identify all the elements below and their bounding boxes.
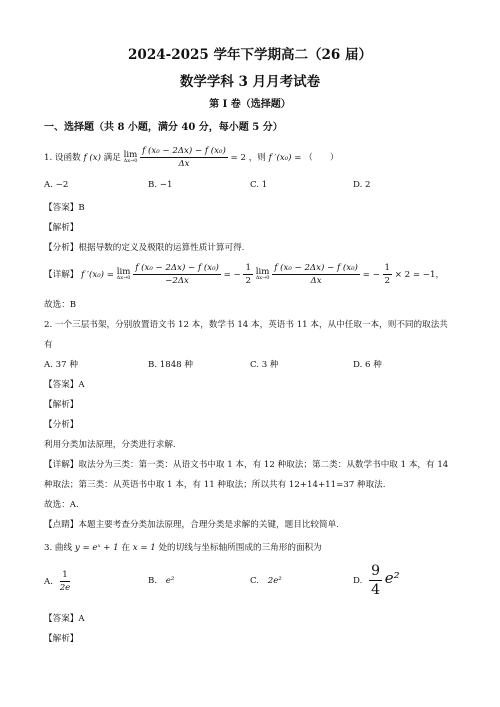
- q2-detail-line1: 【详解】取法分为三类：第一类：从语文书中取 1 本，有 12 种取法；第二类：从数学书中取 1 本，有 14: [44, 460, 449, 470]
- q1-conclusion: 故选：B: [44, 300, 77, 310]
- q1-jiexi: 【解析】: [44, 223, 79, 233]
- q2-analysis: 【分析】: [44, 420, 79, 430]
- q2-option-b: B. 1848 种: [148, 360, 193, 370]
- q2-answer: 【答案】A: [44, 380, 85, 390]
- q1-option-d: D. 2: [353, 180, 371, 190]
- q1-option-b: B. −1: [148, 180, 173, 190]
- section-heading: 一、选择题（共 8 小题，满分 40 分，每小题 5 分）: [44, 122, 283, 133]
- q2-option-d: D. 6 种: [353, 360, 382, 370]
- question-3-stem: 3. 曲线 y = eˣ + 1 在 x = 1 处的切线与坐标轴所围成的三角形的面积为: [44, 543, 322, 553]
- q2-detail-line2: 种取法；第三类：从英语书中取 1 本，有 11 种取法；所以共有 12+14+11=37 种取法.: [44, 480, 386, 490]
- limit-operator: lim Δx→0: [123, 149, 138, 165]
- q2-conclusion: 故选：A.: [44, 500, 79, 510]
- q3-jiexi: 【解析】: [44, 634, 79, 644]
- q1-detail: 【详解】 f ′(x₀) = lim Δx→0 $\frac{\text{f (x₀ − 2Δx) − f (x₀)}}{-2\Delta x}$ = − $\frac{1}{2}$ lim Δx→0 $\frac{\text{f (x₀ − 2Δx) − f (x₀)}}{\Delta x}$ = − $\frac{1}{2}$ × 2 = −1，: [44, 263, 445, 286]
- question-1-stem: 1. 设函数 f (x) 满足 lim Δx→0 $\frac{\text{f (x₀ − 2Δx) − f (x₀)}}{\Delta x}$ = 2 ，则 f ′(x₀) = （ ）: [44, 146, 339, 169]
- q3-option-b: B. e²: [148, 576, 175, 586]
- q2-option-c: C. 3 种: [250, 360, 279, 370]
- question-2-stem-line1: 2. 一个三层书架，分别放置语文书 12 本，数学书 14 本，英语书 11 本，从中任取一本，则不同的取法共: [44, 320, 448, 330]
- q2-option-a: A. 37 种: [44, 360, 78, 370]
- q2-remark: 【点睛】本题主要考查分类加法原理，合理分类是求解的关键，题目比较简单.: [44, 520, 339, 530]
- q1-option-a: A. −2: [44, 180, 69, 190]
- volume-title: 第 I 卷（选择题）: [209, 99, 291, 110]
- q3-option-c: C. 2e²: [250, 576, 282, 586]
- question-2-stem-line2: 有: [44, 340, 53, 350]
- q1-answer: 【答案】B: [44, 203, 85, 213]
- limit-fraction: $\frac{\text{f (x₀ − 2Δx) − f (x₀)}}{\Delta x}$: [142, 146, 226, 169]
- exam-title: 2024-2025 学年下学期高二（26 届）: [128, 47, 372, 63]
- q3-option-d: D. $\frac{9}{4}$ e²: [353, 563, 400, 598]
- exam-subtitle: 数学学科 3 月月考试卷: [179, 74, 321, 90]
- q3-option-a: A. $\frac{1}{2e}$: [44, 570, 71, 593]
- q2-analysis-text: 利用分类加法原理，分类进行求解.: [44, 440, 176, 450]
- q2-jiexi: 【解析】: [44, 400, 79, 410]
- q3-answer: 【答案】A: [44, 614, 85, 624]
- q1-analysis: 【分析】根据导数的定义及极限的运算性质计算可得.: [44, 243, 245, 253]
- q1-option-c: C. 1: [250, 180, 268, 190]
